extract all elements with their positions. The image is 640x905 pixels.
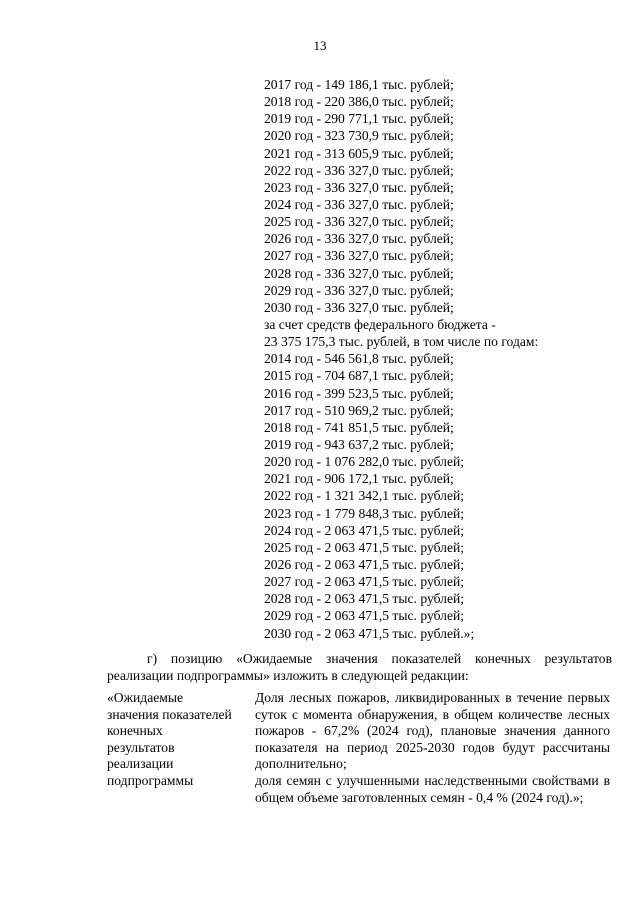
budget-line: 2017 год - 149 186,1 тыс. рублей; (264, 77, 454, 92)
budget-line: 2019 год - 943 637,2 тыс. рублей; (264, 436, 454, 452)
budget-line: 2018 год - 220 386,0 тыс. рублей; (264, 94, 454, 110)
indicator-label-column (107, 690, 252, 790)
budget-line: 2023 год - 1 779 848,3 тыс. рублей; (264, 505, 465, 521)
budget-line: 2028 год - 336 327,0 тыс. рублей; (264, 265, 454, 281)
budget-line: 2026 год - 2 063 471,5 тыс. рублей; (264, 556, 465, 572)
indicator-value-text: Доля лесных пожаров, ликвидированных в течение первых суток с момента обнаружения, в общем количестве лесных пожаров - 67,2% (2024 год), плановые значения данного показателя на период 2025-2030 годов будут рассчитаны дополнительно; (255, 690, 610, 772)
budget-line: 2021 год - 906 172,1 тыс. рублей; (264, 471, 454, 487)
indicator-label-line: «Ожидаемые (107, 690, 184, 705)
budget-line: 2017 год - 510 969,2 тыс. рублей; (264, 402, 454, 418)
indicator-value-column (255, 690, 610, 806)
budget-line: 23 375 175,3 тыс. рублей, в том числе по годам: (264, 334, 539, 350)
budget-line: 2030 год - 336 327,0 тыс. рублей; (264, 299, 454, 315)
budget-line: 2016 год - 399 523,5 тыс. рублей; (264, 385, 454, 401)
budget-line: 2022 год - 1 321 342,1 тыс. рублей; (264, 488, 465, 504)
budget-line: 2020 год - 323 730,9 тыс. рублей; (264, 128, 454, 144)
budget-line: 2025 год - 2 063 471,5 тыс. рублей; (264, 539, 465, 555)
budget-line: 2020 год - 1 076 282,0 тыс. рублей; (264, 454, 465, 470)
budget-lines (264, 76, 604, 642)
indicator-label-line: результатов (107, 739, 175, 755)
budget-line: 2029 год - 336 327,0 тыс. рублей; (264, 282, 454, 298)
indicator-label-line: конечных (107, 723, 163, 739)
budget-line: 2025 год - 336 327,0 тыс. рублей; (264, 214, 454, 230)
budget-line: 2024 год - 2 063 471,5 тыс. рублей; (264, 522, 465, 538)
budget-line: 2028 год - 2 063 471,5 тыс. рублей; (264, 591, 465, 607)
amendment-paragraph: г) позицию «Ожидаемые значения показателей конечных результатов реализации подпрограммы» изложить в следующей редакции: (107, 651, 612, 683)
budget-line: 2026 год - 336 327,0 тыс. рублей; (264, 231, 454, 247)
budget-line: 2024 год - 336 327,0 тыс. рублей; (264, 196, 454, 212)
page-number: 13 (313, 38, 327, 53)
budget-line: 2014 год - 546 561,8 тыс. рублей; (264, 351, 454, 367)
budget-line: 2018 год - 741 851,5 тыс. рублей; (264, 419, 454, 435)
budget-line: 2029 год - 2 063 471,5 тыс. рублей; (264, 608, 465, 624)
budget-line: 2022 год - 336 327,0 тыс. рублей; (264, 162, 454, 178)
indicator-value-text: доля семян с улучшенными наследственными свойствами в общем объеме заготовленных семян - 0,4 % (2024 год).»; (255, 772, 610, 805)
budget-line: 2023 год - 336 327,0 тыс. рублей; (264, 179, 454, 195)
indicator-label-line: подпрограммы (107, 772, 194, 788)
budget-line: 2019 год - 290 771,1 тыс. рублей; (264, 111, 454, 127)
budget-line: 2027 год - 2 063 471,5 тыс. рублей; (264, 574, 465, 590)
budget-line: 2030 год - 2 063 471,5 тыс. рублей.»; (264, 625, 475, 641)
budget-line: 2027 год - 336 327,0 тыс. рублей; (264, 248, 454, 264)
budget-line: 2021 год - 313 605,9 тыс. рублей; (264, 145, 454, 161)
budget-line: за счет средств федерального бюджета - (264, 316, 496, 332)
budget-line: 2015 год - 704 687,1 тыс. рублей; (264, 368, 454, 384)
indicator-label-line: реализации (107, 756, 174, 772)
indicator-label-line: значения показателей (107, 706, 232, 722)
